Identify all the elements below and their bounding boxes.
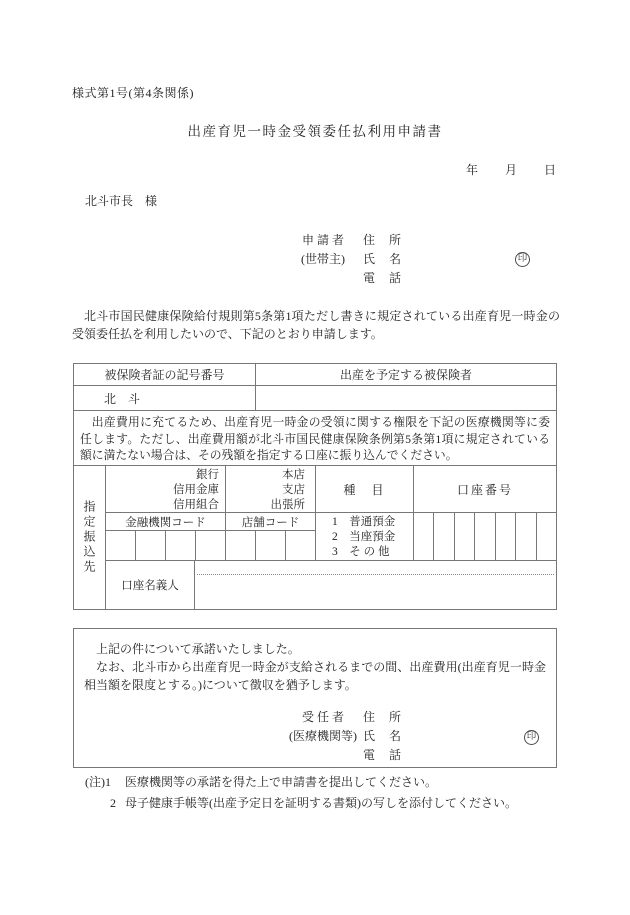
expected-insured-header: 出産を予定する被保険者 bbox=[339, 368, 472, 382]
institution-code-cell bbox=[106, 531, 136, 560]
account-number-cell bbox=[516, 513, 536, 560]
acceptor-institution-label: (医療機関等) bbox=[289, 729, 357, 743]
symbol-number-header: 被保険者証の記号番号 bbox=[74, 364, 256, 385]
note-1 bbox=[85, 772, 517, 793]
applicant-block bbox=[283, 231, 557, 288]
account-type-option: 2 当座預金 bbox=[332, 531, 396, 543]
applicant-name-label: 氏 名 bbox=[363, 252, 403, 266]
branch-code-cell bbox=[256, 531, 286, 560]
notes-section bbox=[85, 772, 517, 814]
acceptor-seal-mark: 印 bbox=[524, 730, 539, 745]
delegation-paragraph: 出産費用に充てるため、出産育児一時金の受領に関する権限を下記の医療機関等に委任します。ただし、出産費用額が北斗市国民健康保険条例第5条第1項に規定されている額に満たない場合は、その残額を指定する口座に振り込んでください。 bbox=[74, 411, 556, 466]
account-type-options bbox=[316, 513, 414, 561]
applicant-address-label: 住 所 bbox=[363, 233, 403, 247]
application-table bbox=[73, 363, 557, 610]
request-paragraph: 北斗市国民健康保険給付規則第5条第1項ただし書きに規定されている出産育児一時金の受領委任払を利用したいので、下記のとおり申請します。 bbox=[72, 309, 560, 341]
branch-type-header: 本店 支店 出張所 bbox=[226, 466, 316, 513]
institution-code-cell bbox=[136, 531, 166, 560]
note-1-text: 医療機関等の承諾を得た上で申請書を提出してください。 bbox=[125, 775, 438, 789]
bank-transfer-section bbox=[74, 466, 556, 609]
applicant-phone-label: 電 話 bbox=[363, 271, 403, 285]
symbol-number-value: 北 斗 bbox=[74, 386, 256, 410]
account-type-option: 1 普通預金 bbox=[332, 516, 396, 528]
page-title: 出産育児一時金受領委任払利用申請書 bbox=[187, 124, 443, 139]
account-number-cell bbox=[496, 513, 516, 560]
applicant-householder-label: (世帯主) bbox=[301, 252, 345, 266]
insured-header-row bbox=[74, 364, 556, 386]
branch-code-cell bbox=[286, 531, 315, 560]
note-2-number: 2 bbox=[110, 796, 116, 810]
applicant-seal-mark: 印 bbox=[515, 252, 530, 267]
note-2-text: 母子健康手帳等(出産予定日を証明する書類)の写しを添付してください。 bbox=[125, 796, 517, 810]
acceptor-address-label: 住 所 bbox=[363, 710, 403, 724]
consent-box bbox=[73, 628, 557, 768]
account-number-header: 口座番号 bbox=[414, 466, 556, 513]
account-number-cell bbox=[537, 513, 556, 560]
account-number-cell bbox=[414, 513, 434, 560]
account-holder-field bbox=[195, 561, 556, 609]
consent-line2: なお、北斗市から出産育児一時金が支給されるまでの間、出産費用(出産育児一時金相当額を限度とする。)について徴収を猶予します。 bbox=[84, 660, 546, 692]
acceptor-role-label: 受 任 者 bbox=[301, 710, 344, 724]
account-type-option: 3 そ の 他 bbox=[332, 546, 390, 558]
note-1-number: (注)1 bbox=[85, 775, 111, 789]
date-line: 年 月 日 bbox=[465, 163, 557, 177]
institution-code-label: 金融機関コード bbox=[106, 513, 226, 531]
institution-code-cell bbox=[166, 531, 196, 560]
account-number-cell bbox=[475, 513, 495, 560]
designated-transfer-label: 指定振込先 bbox=[74, 466, 106, 609]
branch-code-cell bbox=[226, 531, 256, 560]
consent-line1: 上記の件について承諾いたしました。 bbox=[96, 642, 300, 656]
form-number: 様式第1号(第4条関係) bbox=[72, 86, 194, 100]
branch-code-cells bbox=[226, 531, 316, 561]
expected-insured-value bbox=[256, 386, 556, 410]
institution-code-cells bbox=[106, 531, 226, 561]
branch-code-label: 店舗コード bbox=[226, 513, 316, 531]
note-2 bbox=[85, 793, 517, 814]
account-number-cells bbox=[414, 513, 556, 561]
addressee: 北斗市長 様 bbox=[85, 194, 158, 208]
applicant-role-label: 申 請 者 bbox=[301, 233, 344, 247]
account-type-header: 種 目 bbox=[316, 466, 414, 513]
acceptor-phone-label: 電 話 bbox=[363, 748, 403, 762]
acceptor-name-label: 氏 名 bbox=[363, 729, 403, 743]
insured-value-row bbox=[74, 386, 556, 411]
furigana-dotted-line bbox=[197, 574, 554, 575]
acceptor-block bbox=[283, 708, 546, 765]
institution-code-cell bbox=[196, 531, 225, 560]
institution-type-header: 銀行 信用金庫 信用組合 bbox=[106, 466, 226, 513]
account-number-cell bbox=[455, 513, 475, 560]
account-number-cell bbox=[434, 513, 454, 560]
account-holder-label: 口座名義人 bbox=[106, 561, 195, 609]
